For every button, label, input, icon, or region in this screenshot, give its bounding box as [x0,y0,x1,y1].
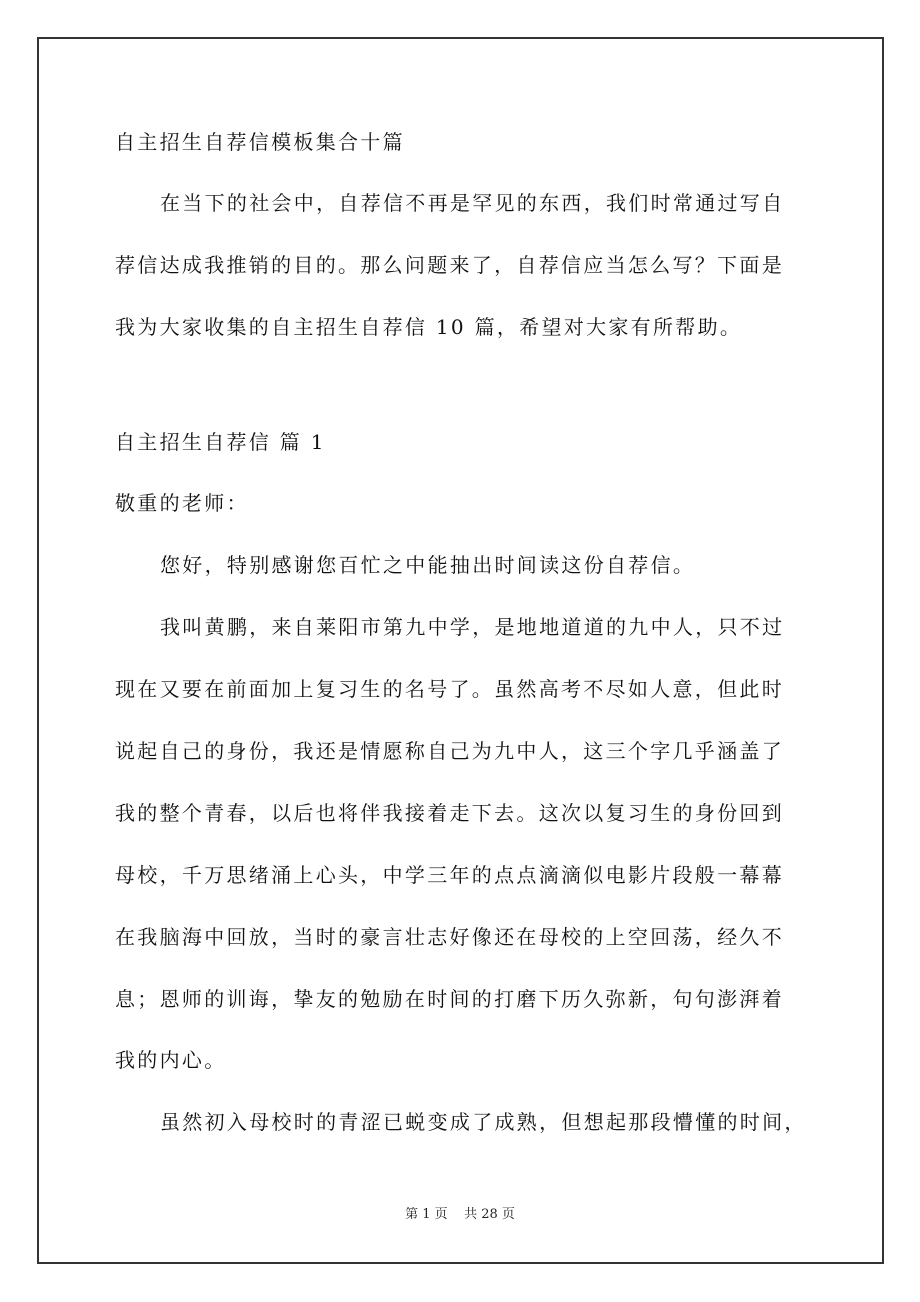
page-border [37,37,884,1264]
document-title: 自主招生自荐信模板集合十篇 [115,130,405,154]
paragraph-1-line-6: 在我脑海中回放，当时的豪言壮志好像还在母校的上空回荡，经久不 [115,925,784,949]
intro-line-3: 我为大家收集的自主招生自荐信 10 篇，希望对大家有所帮助。 [115,315,743,339]
intro-line-2: 荐信达成我推销的目的。那么问题来了，自荐信应当怎么写？下面是 [115,253,784,277]
greeting-line: 您好，特别感谢您百忙之中能抽出时间读这份自荐信。 [160,553,696,577]
salutation: 敬重的老师： [115,491,249,515]
intro-line-1: 在当下的社会中，自荐信不再是罕见的东西，我们时常通过写自 [160,191,785,215]
paragraph-1-line-2: 现在又要在前面加上复习生的名号了。虽然高考不尽如人意，但此时 [115,677,784,701]
page-indicator: 第 1 页 共 28 页 [405,1207,515,1222]
paragraph-1-line-5: 母校，千万思绪涌上心头，中学三年的点点滴滴似电影片段般一幕幕 [115,863,784,887]
paragraph-1-line-3: 说起自己的身份，我还是情愿称自己为九中人，这三个字几乎涵盖了 [115,739,784,763]
paragraph-1-line-4: 我的整个青春，以后也将伴我接着走下去。这次以复习生的身份回到 [115,801,784,825]
section-heading: 自主招生自荐信 篇 1 [115,430,326,454]
paragraph-2-line-1: 虽然初入母校时的青涩已蜕变成了成熟，但想起那段懵懂的时间， [160,1110,807,1134]
paragraph-1-line-7: 息；恩师的训诲，挚友的勉励在时间的打磨下历久弥新，句句澎湃着 [115,987,784,1011]
paragraph-1-line-1: 我叫黄鹏，来自莱阳市第九中学，是地地道道的九中人，只不过 [160,615,785,639]
paragraph-1-line-8: 我的内心。 [115,1048,227,1072]
